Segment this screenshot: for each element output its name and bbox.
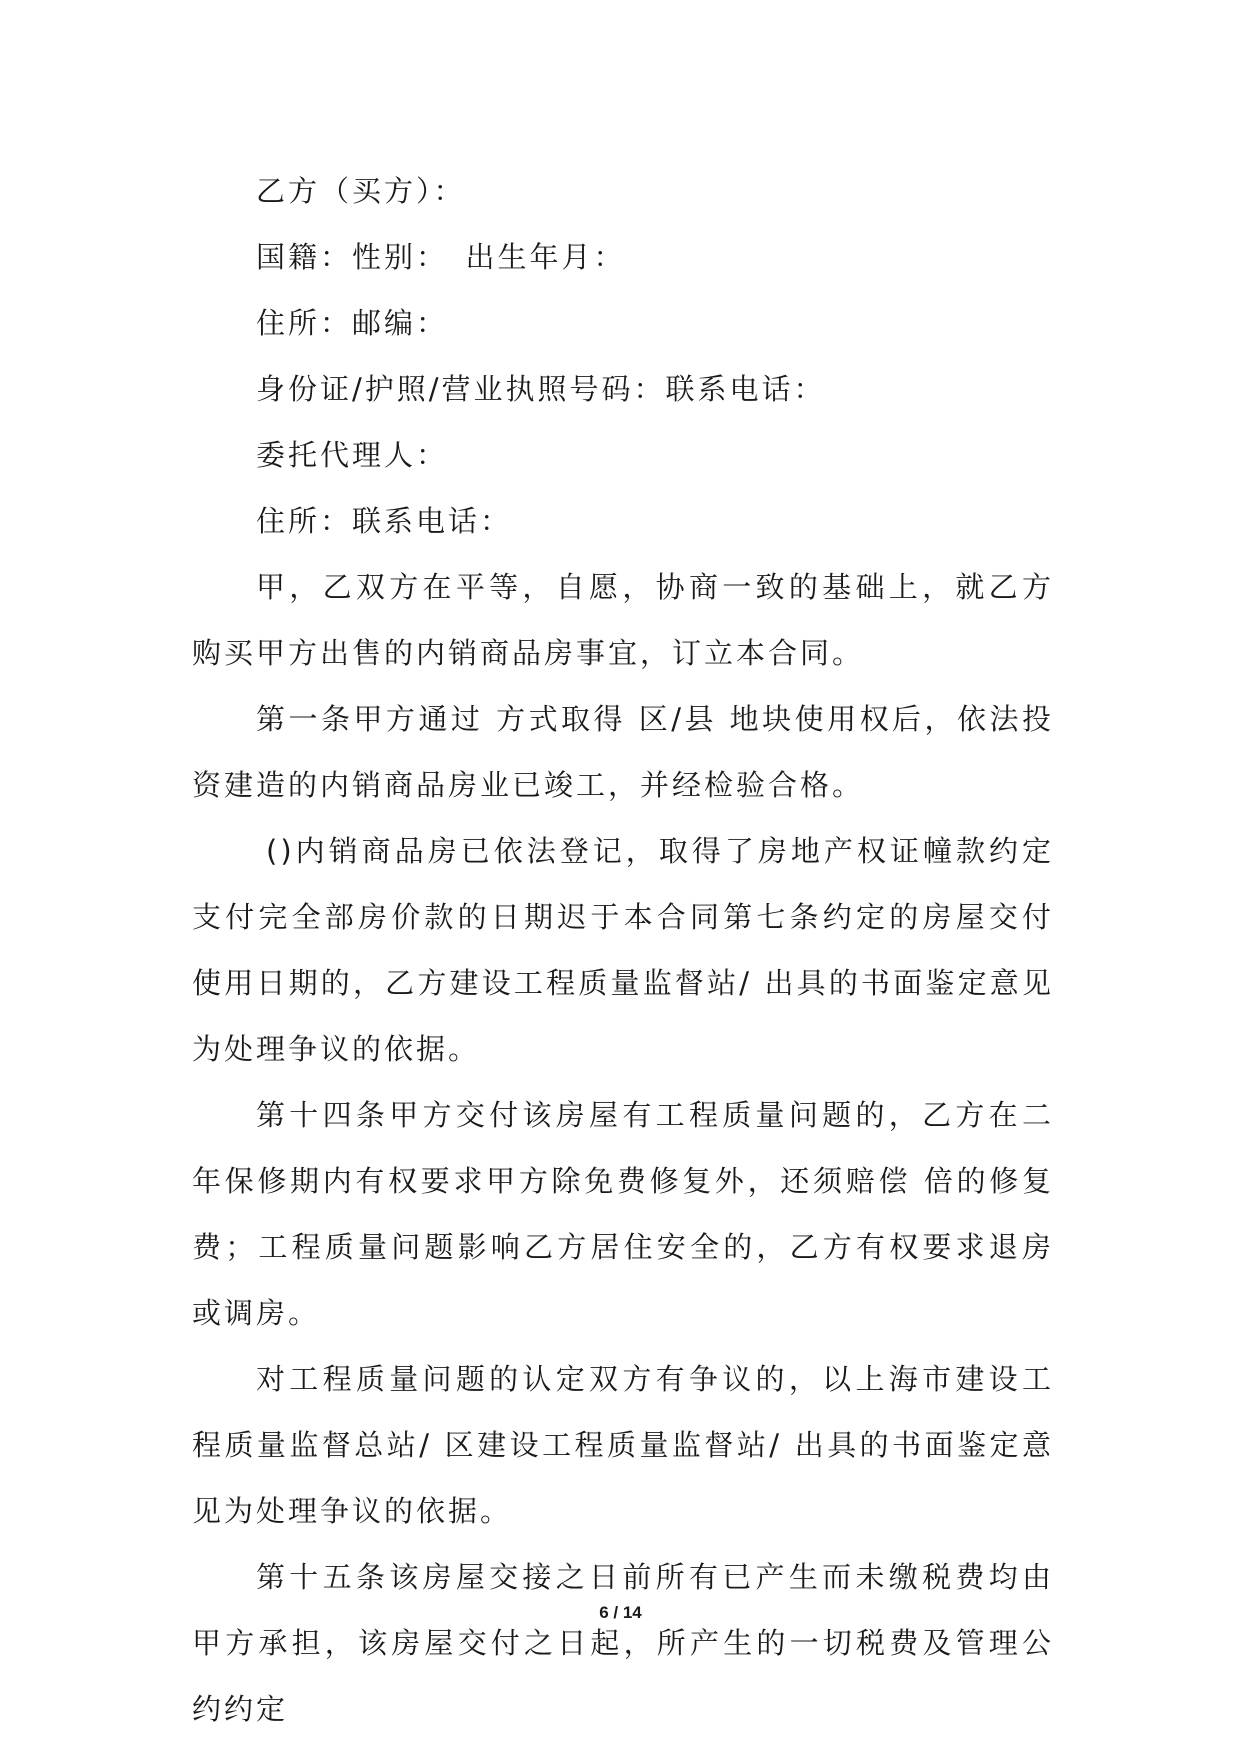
page-number: 6 / 14 xyxy=(599,1603,642,1622)
paragraph-id-line: 身份证/护照/营业执照号码：联系电话： xyxy=(256,372,826,406)
paragraph-preamble: 甲，乙双方在平等，自愿，协商一致的基础上，就乙方购买甲方出售的内销商品房事宜，订立本合同。 xyxy=(192,570,1054,670)
paragraph-registration: ()内销商品房已依法登记，取得了房地产权证幢款约定支付完全部房价款的日期迟于本合同第七条约定的房屋交付使用日期的，乙方建设工程质量监督站/ 出具的书面鉴定意见为处理争议的依据。 xyxy=(192,834,1054,1066)
paragraph-buyer-heading: 乙方（买方）： xyxy=(256,174,466,208)
paragraph-article-14: 第十四条甲方交付该房屋有工程质量问题的，乙方在二年保修期内有权要求甲方除免费修复外，还须赔偿 倍的修复费；工程质量问题影响乙方居住安全的，乙方有权要求退房或调房。 xyxy=(192,1098,1054,1330)
paragraph-article-1: 第一条甲方通过 方式取得 区/县 地块使用权后，依法投资建造的内销商品房业已竣工，并经检验合格。 xyxy=(192,702,1054,802)
paragraph-nationality-line: 国籍：性别： 出生年月： xyxy=(256,240,626,274)
paragraph-address-line: 住所：邮编： xyxy=(256,306,449,340)
paragraph-agent-line: 委托代理人： xyxy=(256,438,449,472)
document-body xyxy=(192,158,1054,1742)
paragraph-agent-address-line: 住所：联系电话： xyxy=(256,504,513,538)
paragraph-article-15: 第十五条该房屋交接之日前所有已产生而未缴税费均由甲方承担，该房屋交付之日起，所产生的一切税费及管理公约约定 xyxy=(192,1560,1054,1726)
paragraph-quality-dispute: 对工程质量问题的认定双方有争议的，以上海市建设工程质量监督总站/ 区建设工程质量监督站/ 出具的书面鉴定意见为处理争议的依据。 xyxy=(192,1362,1054,1528)
